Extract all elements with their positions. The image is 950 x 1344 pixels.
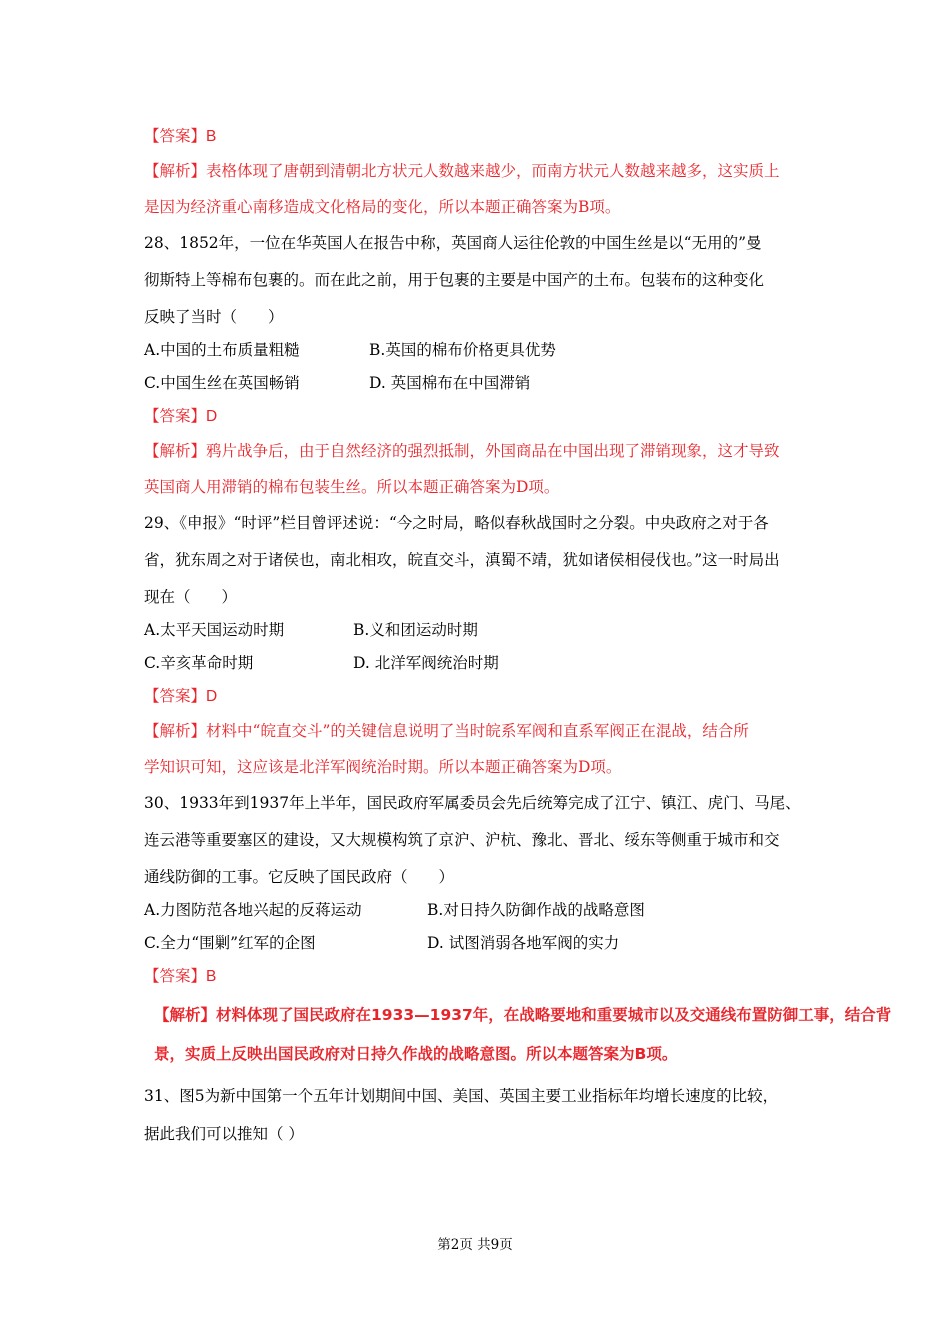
q27-analysis-line-1: 【解析】表格体现了唐朝到清朝北方状元人数越来越少，而南方状元人数越来越多，这实质上 [144, 162, 780, 180]
q29-analysis-line-2: 学知识可知，这应该是北洋军阀统治时期。所以本题正确答案为D项。 [144, 758, 622, 776]
q30-option-a: A.力图防范各地兴起的反蒋运动 [144, 901, 362, 919]
q27-analysis-line-2: 是因为经济重心南移造成文化格局的变化，所以本题正确答案为B项。 [144, 198, 621, 216]
q29-option-b: B.义和团运动时期 [353, 621, 478, 639]
q29-stem-line-2: 省，犹东周之对于诸侯也，南北相攻，皖直交斗，滇蜀不靖，犹如诸侯相侵伐也。”这一时局出 [144, 551, 780, 569]
q30-stem-line-3: 通线防御的工事。它反映了国民政府（ ） [144, 868, 455, 886]
q30-option-d: D. 试图消弱各地军阀的实力 [427, 934, 620, 952]
q30-option-b: B.对日持久防御作战的战略意图 [427, 901, 645, 919]
q29-option-d: D. 北洋军阀统治时期 [353, 654, 499, 672]
q31-stem-line-1: 31、图5为新中国第一个五年计划期间中国、美国、英国主要工业指标年均增长速度的比较， [144, 1087, 779, 1105]
q30-answer: 【答案】B [144, 967, 217, 985]
q30-analysis-line-2: 景，实质上反映出国民政府对日持久作战的战略意图。所以本题答案为B项。 [154, 1045, 678, 1063]
q28-analysis-line-2: 英国商人用滞销的棉布包装生丝。所以本题正确答案为D项。 [144, 478, 560, 496]
q29-option-c: C.辛亥革命时期 [144, 654, 254, 672]
q29-answer: 【答案】D [144, 687, 218, 705]
q27-answer: 【答案】B [144, 127, 217, 145]
q30-analysis-line-1: 【解析】材料体现了国民政府在1933—1937年，在战略要地和重要城市以及交通线布置防御工事，结合背 [154, 1006, 892, 1024]
q28-stem-line-1: 28、1852年，一位在华英国人在报告中称，英国商人运往伦敦的中国生丝是以“无用的”曼 [144, 234, 762, 252]
q31-stem-line-2: 据此我们可以推知（ ） [144, 1125, 304, 1143]
q28-option-c: C.中国生丝在英国畅销 [144, 374, 300, 392]
q28-stem-line-2: 彻斯特上等棉布包裹的。而在此之前，用于包裹的主要是中国产的土布。包装布的这种变化 [144, 271, 765, 289]
q28-stem-line-3: 反映了当时（ ） [144, 308, 284, 326]
q30-stem-line-2: 连云港等重要塞区的建设，又大规模构筑了京沪、沪杭、豫北、晋北、绥东等侧重于城市和交 [144, 831, 780, 849]
q28-option-d: D. 英国棉布在中国滞销 [369, 374, 531, 392]
q30-option-c: C.全力“围剿”红军的企图 [144, 934, 316, 952]
q28-option-a: A.中国的土布质量粗糙 [144, 341, 300, 359]
q29-stem-line-1: 29、《申报》“时评”栏目曾评述说：“今之时局，略似春秋战国时之分裂。中央政府之对于各 [144, 514, 769, 532]
q28-analysis-line-1: 【解析】鸦片战争后，由于自然经济的强烈抵制，外国商品在中国出现了滞销现象，这才导致 [144, 442, 780, 460]
q30-stem-line-1: 30、1933年到1937年上半年，国民政府军属委员会先后统筹完成了江宁、镇江、虎门、马尾、 [144, 794, 801, 812]
q29-stem-line-3: 现在（ ） [144, 588, 238, 606]
q28-option-b: B.英国的棉布价格更具优势 [369, 341, 556, 359]
q29-option-a: A.太平天国运动时期 [144, 621, 285, 639]
q29-analysis-line-1: 【解析】材料中“皖直交斗”的关键信息说明了当时皖系军阀和直系军阀正在混战，结合所 [144, 722, 749, 740]
page-footer: 第2页 共9页 [437, 1237, 513, 1253]
q28-answer: 【答案】D [144, 407, 218, 425]
